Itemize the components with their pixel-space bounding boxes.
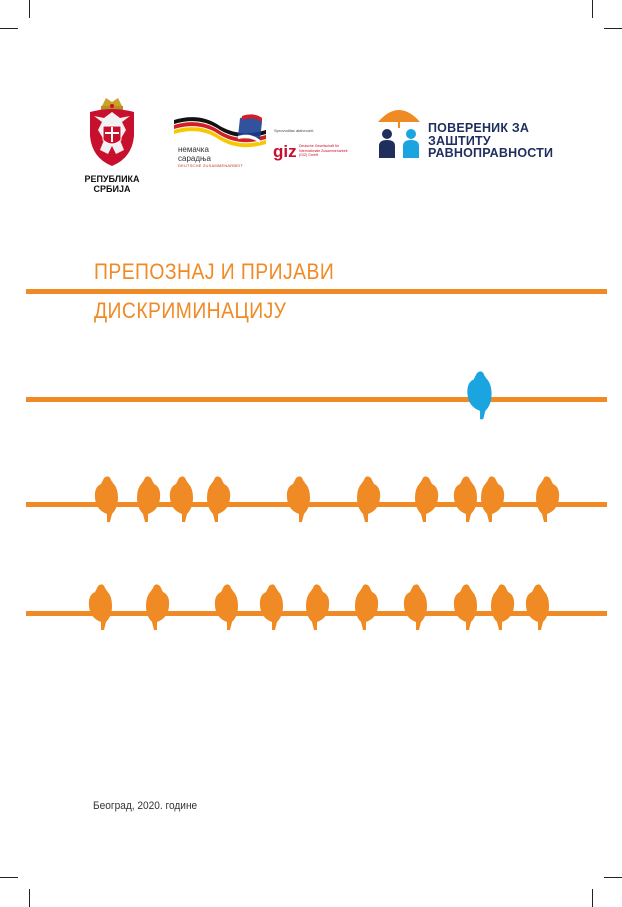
- bird-icon: [287, 476, 310, 522]
- german-cooperation-line3: DEUTSCHE ZUSAMMENARBEIT: [178, 163, 244, 168]
- bird-icon: [137, 476, 160, 522]
- bird-icon: [491, 584, 514, 630]
- bird-icon: [454, 584, 477, 630]
- title-line-2: ДИСКРИМИНАЦИЈУ: [94, 298, 287, 323]
- bird-icon: [215, 584, 238, 630]
- title-line-1: ПРЕПОЗНАЈ И ПРИЈАВИ: [94, 259, 335, 284]
- bird-icon: [481, 476, 504, 522]
- bird-icon: [207, 476, 230, 522]
- birds-row-middle: [95, 476, 559, 522]
- giz-description: Deutsche Gesellschaft für Internationale Zusammenarbeit (GIZ) GmbH: [299, 144, 348, 157]
- bird-icon: [260, 584, 283, 630]
- giz-logo: giz: [273, 142, 297, 161]
- german-cooperation-line2: сарадња: [178, 154, 211, 163]
- blue-bird-icon: [467, 371, 491, 419]
- bird-icon: [355, 584, 378, 630]
- bird-icon: [89, 584, 112, 630]
- bird-icon: [357, 476, 380, 522]
- bird-icon: [404, 584, 427, 630]
- bird-icon: [146, 584, 169, 630]
- bird-icon: [170, 476, 193, 522]
- bird-icon: [536, 476, 559, 522]
- bird-icon: [526, 584, 549, 630]
- implemented-by-label: Sprovodilac aktivnosti:: [274, 128, 314, 133]
- commissioner-name: ПОВЕРЕНИК ЗА ЗАШТИТУ РАВНОПРАВНОСТИ: [428, 121, 554, 160]
- serbia-label: РЕПУБЛИКА СРБИЈА: [84, 174, 140, 194]
- bird-icon: [306, 584, 329, 630]
- german-cooperation-line1: немачка: [178, 145, 209, 154]
- birds-row-bottom: [89, 584, 549, 630]
- bird-icon: [454, 476, 477, 522]
- bird-icon: [95, 476, 118, 522]
- bird-icon: [415, 476, 438, 522]
- publication-place-date: Београд, 2020. године: [93, 800, 198, 812]
